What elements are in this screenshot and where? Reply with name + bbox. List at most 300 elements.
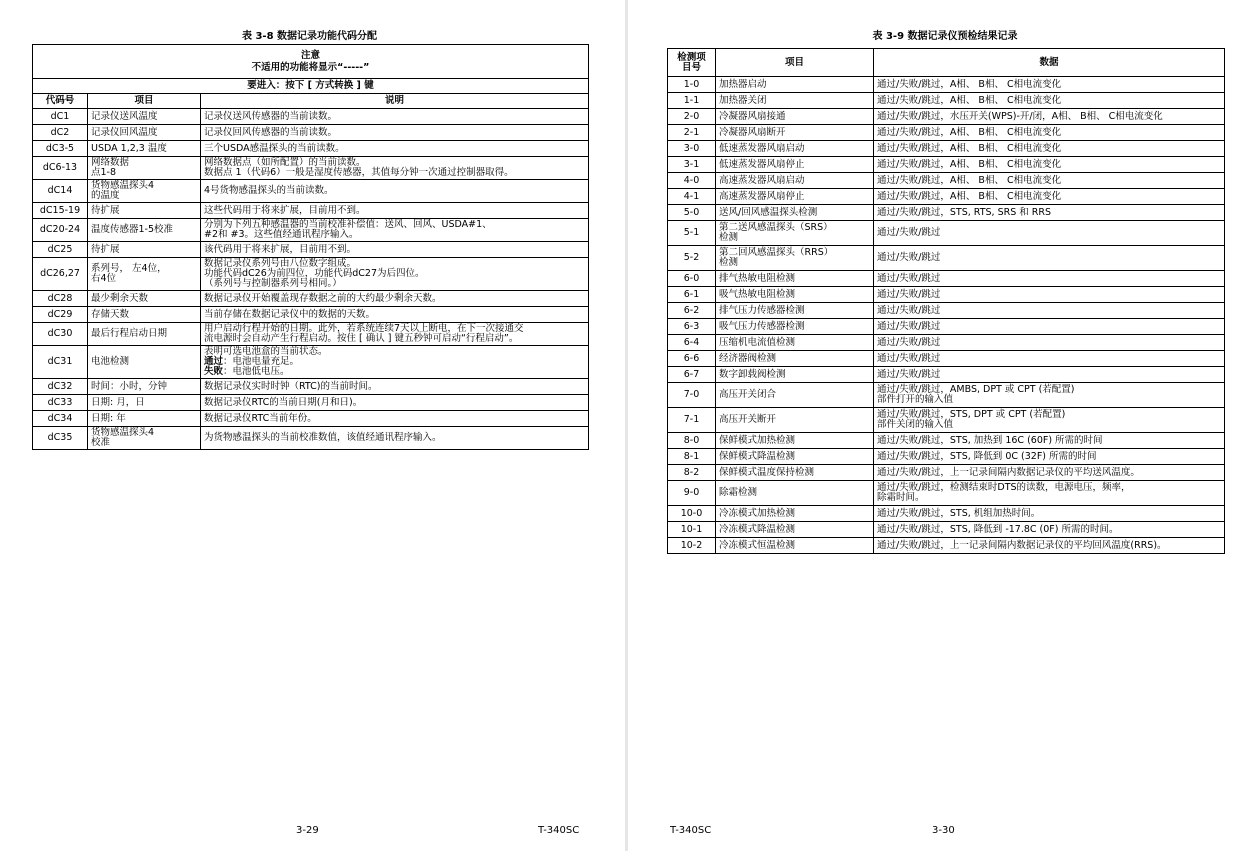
- table-row: [33, 180, 589, 203]
- data-line: 通过/失败/跳过: [877, 336, 941, 348]
- item-line: 记录仪送风温度: [91, 110, 158, 122]
- table-row: [668, 157, 1225, 173]
- item-cell: [716, 77, 874, 93]
- item-line: 吸气热敏电阻检测: [719, 288, 796, 300]
- code-cell: 2-0: [668, 109, 716, 125]
- table-row: [668, 383, 1225, 408]
- item-line: 加热器启动: [719, 78, 767, 90]
- desc-cell: [201, 346, 589, 379]
- desc-line: 三个USDA感温探头的当前读数。: [204, 142, 345, 154]
- table-row: [668, 506, 1225, 522]
- code-assignment-table: [32, 44, 589, 450]
- table-row: [33, 219, 589, 242]
- code-cell: 7-1: [668, 408, 716, 433]
- item-line: 冷冻模式加热检测: [719, 507, 796, 519]
- item-line: 货物感温探头4: [91, 427, 155, 438]
- code-cell: 8-2: [668, 465, 716, 481]
- code-cell: 8-1: [668, 449, 716, 465]
- data-cell: [874, 157, 1225, 173]
- code-cell: 4-0: [668, 173, 716, 189]
- table-row: [668, 173, 1225, 189]
- item-cell: [88, 157, 201, 180]
- desc-cell: [201, 427, 589, 450]
- header-item: 项目: [716, 49, 874, 77]
- item-line: 加热器关闭: [719, 94, 767, 106]
- page-number-left: 3-29: [296, 825, 319, 836]
- data-line: 通过/失败/跳过: [877, 227, 941, 238]
- item-line: 电池检测: [91, 356, 130, 367]
- code-cell: 6-7: [668, 367, 716, 383]
- header-test-code: [668, 49, 716, 77]
- data-cell: [874, 303, 1225, 319]
- code-cell: dC14: [33, 180, 88, 203]
- item-cell: [88, 291, 201, 307]
- code-cell: 6-2: [668, 303, 716, 319]
- table-row: [33, 258, 589, 291]
- desc-line: 数据点 1（代码6）一般是湿度传感器，其值每分钟一次通过控制器取得。: [204, 167, 514, 178]
- code-cell: 8-0: [668, 433, 716, 449]
- data-cell: [874, 481, 1225, 506]
- desc-line: 当前存储在数据记录仪中的数据的天数。: [204, 308, 376, 320]
- data-cell: [874, 351, 1225, 367]
- code-cell: dC3-5: [33, 141, 88, 157]
- item-cell: [716, 125, 874, 141]
- header-data: 数据: [874, 49, 1225, 77]
- item-line: 数字卸载阀检测: [719, 368, 786, 380]
- item-line: 排气热敏电阻检测: [719, 272, 796, 284]
- data-cell: [874, 189, 1225, 205]
- data-line: 通过/失败/跳过，A相、 B相、 C相电流变化: [877, 78, 1062, 90]
- table-row: [33, 242, 589, 258]
- table-row: [668, 433, 1225, 449]
- table-row: [33, 141, 589, 157]
- code-cell: dC15-19: [33, 203, 88, 219]
- item-cell: [88, 219, 201, 242]
- header-desc: 说明: [201, 94, 589, 109]
- model-left: T-340SC: [538, 825, 580, 836]
- item-line: 温度传感器1-5校准: [91, 224, 174, 235]
- item-line: 送风/回风感温探头检测: [719, 206, 818, 218]
- desc-cell: [201, 203, 589, 219]
- data-cell: [874, 538, 1225, 554]
- item-cell: [716, 246, 874, 271]
- table-row: [33, 157, 589, 180]
- item-line: 待扩展: [91, 243, 120, 255]
- code-cell: 6-6: [668, 351, 716, 367]
- table-row: [668, 522, 1225, 538]
- item-line: 检测: [719, 257, 739, 268]
- code-cell: dC2: [33, 125, 88, 141]
- table-row: [668, 481, 1225, 506]
- table-row: [668, 351, 1225, 367]
- data-cell: [874, 506, 1225, 522]
- table-row: [668, 189, 1225, 205]
- data-cell: [874, 221, 1225, 246]
- table-row: [668, 287, 1225, 303]
- data-cell: [874, 109, 1225, 125]
- note-heading: 注意: [301, 49, 321, 61]
- table-row: [668, 449, 1225, 465]
- item-line: 系列号， 左4位，: [91, 263, 167, 274]
- table-row: [668, 408, 1225, 433]
- data-cell: [874, 408, 1225, 433]
- item-cell: [88, 323, 201, 346]
- code-cell: dC30: [33, 323, 88, 346]
- model-right: T-340SC: [670, 825, 712, 836]
- table-3-8-title: 表 3-8 数据记录功能代码分配: [241, 31, 378, 42]
- desc-cell: [201, 242, 589, 258]
- header-test-code-line-1: 检测项: [677, 51, 706, 63]
- item-line: 记录仪回风温度: [91, 126, 158, 138]
- item-cell: [88, 180, 201, 203]
- item-cell: [88, 242, 201, 258]
- table-row: [668, 141, 1225, 157]
- data-line: 通过/失败/跳过，STS, 加热到 16C (60F) 所需的时间: [877, 434, 1103, 446]
- header-item: 项目: [88, 94, 201, 109]
- desc-cell: [201, 323, 589, 346]
- desc-line: 为货物感温探头的当前校准数值，该值经通讯程序输入。: [204, 432, 442, 443]
- data-line: 通过/失败/跳过，检测结束时DTS的读数，电源电压，频率，: [877, 482, 1131, 493]
- table-row: [33, 427, 589, 450]
- data-line: 通过/失败/跳过: [877, 352, 941, 364]
- data-line: 通过/失败/跳过: [877, 320, 941, 332]
- item-line: 待扩展: [91, 204, 120, 216]
- data-line: 通过/失败/跳过，水压开关(WPS)-开/闭，A相、 B相、 C相电流变化: [877, 110, 1163, 122]
- item-cell: [88, 427, 201, 450]
- code-cell: dC25: [33, 242, 88, 258]
- item-line: 时间：小时，分钟: [91, 380, 168, 392]
- code-cell: dC28: [33, 291, 88, 307]
- header-test-code-line-2: 目号: [681, 61, 701, 73]
- desc-line: 这些代码用于将来扩展，目前用不到。: [204, 204, 366, 216]
- desc-cell: [201, 141, 589, 157]
- item-line: 存储天数: [91, 308, 130, 320]
- table-row: [33, 307, 589, 323]
- data-line: 通过/失败/跳过: [877, 368, 941, 380]
- data-line: 通过/失败/跳过，上一记录间隔内数据记录仪的平均送风温度。: [877, 466, 1140, 478]
- code-cell: 7-0: [668, 383, 716, 408]
- item-line: 网络数据: [91, 157, 130, 168]
- desc-cell: [201, 379, 589, 395]
- item-line: 高压开关断开: [719, 414, 777, 425]
- desc-line: 数据记录仪开始覆盖现存数据之前的大约最少剩余天数。: [204, 292, 442, 304]
- right-page: [628, 0, 1240, 851]
- data-line: 部件关闭的输入值: [877, 419, 954, 430]
- table-row: [668, 303, 1225, 319]
- desc-cell: [201, 411, 589, 427]
- code-cell: dC6-13: [33, 157, 88, 180]
- data-line: 部件打开的输入值: [877, 394, 954, 405]
- desc-cell: [201, 219, 589, 242]
- item-cell: [88, 379, 201, 395]
- data-line: 通过/失败/跳过，A相、 B相、 C相电流变化: [877, 94, 1062, 106]
- item-line: 冷凝器风扇接通: [719, 110, 786, 122]
- item-cell: [88, 307, 201, 323]
- code-cell: 9-0: [668, 481, 716, 506]
- data-line: 通过/失败/跳过: [877, 304, 941, 316]
- table-row: [668, 271, 1225, 287]
- data-line: 通过/失败/跳过: [877, 252, 941, 263]
- data-cell: [874, 433, 1225, 449]
- item-cell: [716, 522, 874, 538]
- code-cell: dC33: [33, 395, 88, 411]
- item-cell: [716, 383, 874, 408]
- item-line: 保鲜模式降温检测: [719, 450, 796, 462]
- data-line: 通过/失败/跳过: [877, 272, 941, 284]
- code-cell: 2-1: [668, 125, 716, 141]
- item-cell: [716, 205, 874, 221]
- desc-cell: [201, 157, 589, 180]
- table-row: [668, 125, 1225, 141]
- data-line: 通过/失败/跳过，STS, DPT 或 CPT (若配置): [877, 409, 1066, 420]
- item-line: USDA 1,2,3 温度: [91, 142, 167, 154]
- desc-line: 数据记录仪实时时钟（RTC)的当前时间。: [204, 380, 378, 392]
- item-line: 检测: [719, 232, 739, 243]
- desc-line: （系列号与控制器系列号相同。）: [204, 278, 342, 289]
- code-cell: dC29: [33, 307, 88, 323]
- item-line: 高速蒸发器风扇启动: [719, 174, 805, 186]
- data-cell: [874, 335, 1225, 351]
- table-row: [668, 538, 1225, 554]
- item-cell: [716, 93, 874, 109]
- battery-status-label: 通过: [204, 356, 224, 367]
- item-cell: [88, 395, 201, 411]
- table-row: [668, 109, 1225, 125]
- note-not-applicable: 不适用的功能将显示“-----”: [251, 61, 370, 73]
- item-line: 经济器阀检测: [719, 352, 777, 364]
- code-cell: dC1: [33, 109, 88, 125]
- table-row: [668, 205, 1225, 221]
- code-cell: 6-4: [668, 335, 716, 351]
- data-line: 通过/失败/跳过，A相、 B相、 C相电流变化: [877, 126, 1062, 138]
- table-row: [668, 246, 1225, 271]
- data-line: 通过/失败/跳过，A相、 B相、 C相电流变化: [877, 142, 1062, 154]
- item-line: 吸气压力传感器检测: [719, 320, 805, 332]
- item-cell: [88, 411, 201, 427]
- item-line: 冷凝器风扇断开: [719, 126, 786, 138]
- item-line: 冷冻模式恒温检测: [719, 539, 796, 551]
- item-cell: [716, 271, 874, 287]
- item-line: 日期: 月，日: [91, 396, 145, 408]
- data-line: 通过/失败/跳过，上一记录间隔内数据记录仪的平均回风温度(RRS)。: [877, 539, 1167, 551]
- code-cell: 5-1: [668, 221, 716, 246]
- battery-status-text: ：电池电量充足。: [223, 356, 300, 367]
- item-line: 最少剩余天数: [91, 292, 149, 304]
- data-line: 通过/失败/跳过，STS, RTS, SRS 和 RRS: [877, 206, 1052, 218]
- item-line: 高压开关闭合: [719, 389, 777, 400]
- page-number-right: 3-30: [932, 825, 955, 836]
- table-row: [33, 411, 589, 427]
- table-row: [33, 291, 589, 307]
- data-line: 通过/失败/跳过，A相、 B相、 C相电流变化: [877, 174, 1062, 186]
- table-3-9-title: 表 3-9 数据记录仪预检结果记录: [872, 31, 1018, 42]
- item-cell: [716, 303, 874, 319]
- item-cell: [716, 109, 874, 125]
- data-cell: [874, 271, 1225, 287]
- code-cell: 10-2: [668, 538, 716, 554]
- item-cell: [716, 335, 874, 351]
- code-cell: dC35: [33, 427, 88, 450]
- desc-line: 分别为下列五种感温器的当前校准补偿值：送风、回风、USDA#1、: [204, 219, 492, 230]
- header-code: 代码号: [33, 94, 88, 109]
- item-cell: [716, 173, 874, 189]
- desc-line: 功能代码dC26为前四位，功能代码dC27为后四位。: [204, 268, 425, 279]
- item-line: 校准: [91, 437, 111, 448]
- desc-cell: [201, 307, 589, 323]
- table-row: [33, 323, 589, 346]
- data-line: 通过/失败/跳过，AMBS, DPT 或 CPT (若配置): [877, 384, 1075, 395]
- table-row: [668, 367, 1225, 383]
- item-line: 右4位: [91, 273, 117, 284]
- code-cell: dC20-24: [33, 219, 88, 242]
- code-cell: dC26,27: [33, 258, 88, 291]
- data-cell: [874, 522, 1225, 538]
- data-line: 通过/失败/跳过: [877, 288, 941, 300]
- data-line: 通过/失败/跳过，STS, 降低到 0C (32F) 所需的时间: [877, 450, 1097, 462]
- code-cell: 6-1: [668, 287, 716, 303]
- item-line: 第二送风感温探头（SRS）: [719, 222, 833, 233]
- desc-line: 表明可选电池盒的当前状态。: [204, 346, 328, 357]
- item-line: 最后行程启动日期: [91, 328, 168, 339]
- data-line: 通过/失败/跳过，STS, 降低到 -17.8C (0F) 所需的时间。: [877, 523, 1119, 535]
- note-enter-instruction: 要进入：按下 [ 方式转换 ] 键: [33, 79, 589, 94]
- code-cell: dC32: [33, 379, 88, 395]
- data-cell: [874, 205, 1225, 221]
- item-cell: [716, 538, 874, 554]
- desc-line: 4号货物感温探头的当前读数。: [204, 185, 334, 196]
- data-line: 通过/失败/跳过，A相、 B相、 C相电流变化: [877, 190, 1062, 202]
- item-line: 日期: 年: [91, 412, 126, 424]
- pretrip-result-table: [667, 48, 1225, 554]
- table-row: [33, 203, 589, 219]
- item-line: 压缩机电流值检测: [719, 336, 796, 348]
- item-cell: [716, 506, 874, 522]
- item-line: 保鲜模式加热检测: [719, 434, 796, 446]
- item-cell: [716, 157, 874, 173]
- item-cell: [88, 258, 201, 291]
- table-row: [33, 379, 589, 395]
- item-cell: [716, 141, 874, 157]
- desc-line: 数据记录仪系列号由八位数字组成。: [204, 258, 357, 269]
- item-cell: [88, 346, 201, 379]
- desc-line: 该代码用于将来扩展，目前用不到。: [204, 243, 357, 255]
- desc-cell: [201, 125, 589, 141]
- data-cell: [874, 93, 1225, 109]
- code-cell: 6-3: [668, 319, 716, 335]
- desc-line: 网络数据点（如所配置）的当前读数。: [204, 157, 366, 168]
- table-note: [33, 45, 589, 79]
- item-line: 排气压力传感器检测: [719, 304, 805, 316]
- desc-cell: [201, 258, 589, 291]
- table-row: [33, 125, 589, 141]
- data-line: 通过/失败/跳过，STS, 机组加热时间。: [877, 507, 1041, 519]
- battery-status-text: ：电池低电压。: [223, 366, 290, 377]
- table-row: [668, 465, 1225, 481]
- desc-line: 记录仪回风传感器的当前读数。: [204, 126, 338, 138]
- item-line: 的温度: [91, 190, 120, 201]
- desc-line: 记录仪送风传感器的当前读数。: [204, 110, 338, 122]
- desc-line: 用户启动行程开始的日期。此外，若系统连续7天以上断电，在下一次接通交: [204, 323, 524, 334]
- item-cell: [88, 141, 201, 157]
- item-cell: [88, 125, 201, 141]
- code-cell: 1-1: [668, 93, 716, 109]
- code-cell: dC34: [33, 411, 88, 427]
- battery-status-label: 失败: [204, 366, 224, 377]
- item-cell: [716, 481, 874, 506]
- table-row: [668, 93, 1225, 109]
- data-cell: [874, 246, 1225, 271]
- table-row: [668, 319, 1225, 335]
- item-line: 第二回风感温探头（RRS）: [719, 247, 834, 258]
- table-row: [668, 77, 1225, 93]
- item-cell: [716, 433, 874, 449]
- item-cell: [716, 408, 874, 433]
- code-cell: 3-0: [668, 141, 716, 157]
- data-cell: [874, 287, 1225, 303]
- code-cell: dC31: [33, 346, 88, 379]
- data-line: 通过/失败/跳过，A相、 B相、 C相电流变化: [877, 158, 1062, 170]
- battery-status-line: [204, 367, 585, 377]
- item-cell: [88, 109, 201, 125]
- data-cell: [874, 383, 1225, 408]
- desc-line: 数据记录仪RTC的当前日期(月和日)。: [204, 396, 363, 408]
- desc-cell: [201, 109, 589, 125]
- item-line: 除霜检测: [719, 487, 758, 498]
- item-cell: [716, 351, 874, 367]
- code-cell: 10-1: [668, 522, 716, 538]
- item-cell: [88, 203, 201, 219]
- table-row: [33, 395, 589, 411]
- item-cell: [716, 319, 874, 335]
- item-cell: [716, 465, 874, 481]
- desc-line: 流电源时会自动产生行程启动。按住 [ 确认 ] 键五秒钟可启动“行程启动”。: [204, 333, 519, 344]
- data-cell: [874, 125, 1225, 141]
- table-row: [668, 335, 1225, 351]
- desc-cell: [201, 180, 589, 203]
- item-line: 低速蒸发器风扇启动: [719, 142, 805, 154]
- code-cell: 5-2: [668, 246, 716, 271]
- item-cell: [716, 367, 874, 383]
- data-cell: [874, 465, 1225, 481]
- item-line: 高速蒸发器风扇停止: [719, 190, 805, 202]
- desc-line: 数据记录仪RTC当前年份。: [204, 412, 317, 424]
- code-cell: 10-0: [668, 506, 716, 522]
- table-row: [33, 346, 589, 379]
- data-cell: [874, 367, 1225, 383]
- code-cell: 3-1: [668, 157, 716, 173]
- item-line: 点1-8: [91, 167, 117, 178]
- data-cell: [874, 173, 1225, 189]
- desc-cell: [201, 291, 589, 307]
- desc-line: #2和 #3。这些值经通讯程序输入。: [204, 229, 359, 240]
- item-cell: [716, 449, 874, 465]
- data-cell: [874, 141, 1225, 157]
- item-cell: [716, 221, 874, 246]
- item-line: 低速蒸发器风扇停止: [719, 158, 805, 170]
- desc-cell: [201, 395, 589, 411]
- code-cell: 6-0: [668, 271, 716, 287]
- item-cell: [716, 189, 874, 205]
- item-line: 冷冻模式降温检测: [719, 523, 796, 535]
- code-cell: 1-0: [668, 77, 716, 93]
- item-line: 保鲜模式温度保持检测: [719, 466, 815, 478]
- data-cell: [874, 77, 1225, 93]
- item-cell: [716, 287, 874, 303]
- code-cell: 4-1: [668, 189, 716, 205]
- data-line: 除霜时间。: [877, 492, 925, 503]
- item-line: 货物感温探头4: [91, 180, 155, 191]
- table-row: [33, 109, 589, 125]
